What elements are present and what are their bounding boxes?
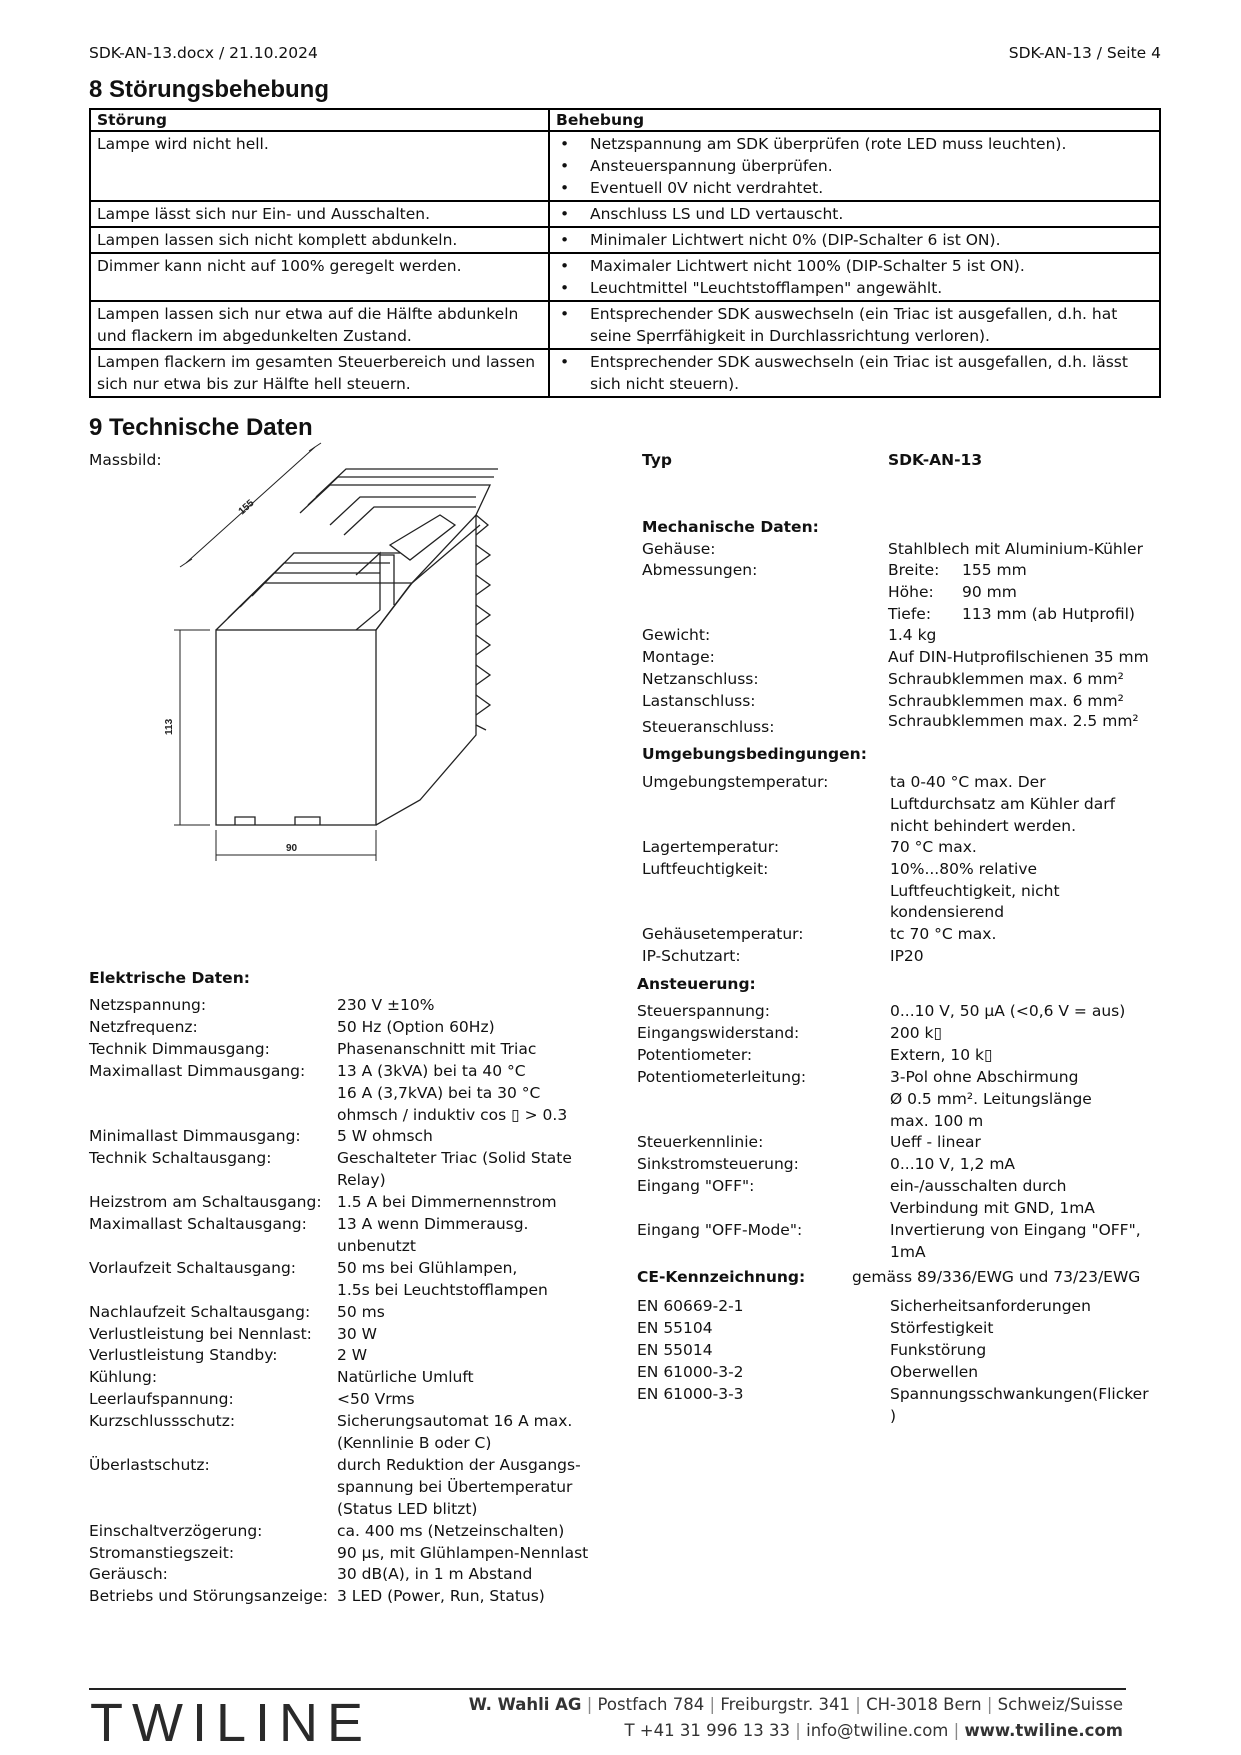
gewicht-label: Gewicht: (642, 626, 711, 644)
ansteuerung-value: Ueff - linear (890, 1133, 981, 1152)
elektrische-value: unbenutzt (337, 1236, 416, 1255)
luftfeuchtigkeit-label: Luftfeuchtigkeit: (642, 860, 769, 878)
umgebungstemperatur-line3: nicht behindert werden. (890, 817, 1076, 835)
elektrische-label: Geräusch: (89, 1565, 168, 1584)
ansteuerung-label: Eingangswiderstand: (637, 1023, 800, 1042)
rail-clip-right (295, 817, 320, 825)
header-filename: SDK-AN-13.docx / 21.10.2024 (89, 44, 318, 62)
trouble-row (90, 201, 1160, 227)
hoehe-label: Höhe: (888, 583, 934, 601)
elektrische-label: Netzfrequenz: (89, 1017, 198, 1036)
ce-standard-label: EN 55104 (637, 1318, 713, 1337)
elektrische-label: Verlustleistung Standby: (89, 1346, 278, 1365)
elektrische-value: 50 ms (337, 1302, 385, 1321)
problem-cell: Lampe wird nicht hell. (90, 131, 549, 201)
elektrische-label: Maximallast Schaltausgang: (89, 1215, 307, 1233)
elektrische-value: 50 ms bei Glühlampen, (337, 1258, 518, 1277)
problem-cell: Lampe lässt sich nur Ein- und Ausschalten. (90, 201, 549, 227)
elektrische-value: 50 Hz (Option 60Hz) (337, 1017, 495, 1036)
ansteuerung-value: 1mA (890, 1242, 926, 1261)
fix-cell (549, 227, 1160, 253)
gehaeusetemperatur-label: Gehäusetemperatur: (642, 925, 804, 943)
footer-phone: T +41 31 996 13 33 (624, 1721, 791, 1740)
elektrische-label: Vorlaufzeit Schaltausgang: (89, 1258, 297, 1277)
front-face-outline (216, 630, 376, 825)
elektrische-value: 13 A wenn Dimmerausg. (337, 1215, 529, 1233)
mech-title: Mechanische Daten: (642, 518, 819, 536)
montage-value: Auf DIN-Hutprofilschienen 35 mm (888, 648, 1149, 666)
fix-item: • Netzspannung am SDK überprüfen (rote LED muss leuchten). (556, 133, 1153, 155)
column-header-behebung: Behebung (549, 109, 1160, 131)
elektrische-value: Relay) (337, 1171, 386, 1190)
ce-last-continuation: ) (890, 1406, 897, 1425)
footer-web[interactable]: www.twiline.com (964, 1721, 1123, 1740)
dim-label-height: 113 (164, 718, 175, 735)
ansteuerung-label: Potentiometer: (637, 1045, 753, 1064)
problem-cell: Lampen flackern im gesamten Steuerbereich und lassen sich nur etwa bis zur Hälfte hell steuern. (90, 349, 549, 397)
fix-item: • Minimaler Lichtwert nicht 0% (DIP-Schalter 6 ist ON). (556, 229, 1153, 251)
hoehe-value: 90 mm (962, 583, 1017, 601)
footer-company: W. Wahli AG (468, 1695, 582, 1714)
elektrische-value: 13 A (3kVA) bei ta 40 °C (337, 1061, 526, 1080)
top-fins (216, 469, 498, 630)
elektrische-label: Verlustleistung bei Nennlast: (89, 1324, 312, 1343)
elektrische-value: <50 Vrms (337, 1390, 415, 1409)
elektrische-value: 5 W ohmsch (337, 1127, 433, 1146)
elektrische-value: 2 W (337, 1346, 368, 1365)
lastanschluss-label: Lastanschluss: (642, 692, 756, 710)
trouble-row (90, 301, 1160, 349)
luftfeuchtigkeit-line3: kondensierend (890, 903, 1005, 921)
fix-cell (549, 253, 1160, 301)
elektrische-value: 230 V ±10% (337, 996, 435, 1014)
fix-item: • Anschluss LS und LD vertauscht. (556, 203, 1153, 225)
elektrische-value: 3 LED (Power, Run, Status) (337, 1587, 545, 1606)
problem-cell: Lampen lassen sich nur etwa auf die Hälfte abdunkeln und flackern im abgedunkelten Zustand. (90, 301, 549, 349)
rail-clip-left (235, 817, 255, 825)
ansteuerung-value: ein-/ausschalten durch (890, 1177, 1067, 1196)
fix-item: • Maximaler Lichtwert nicht 100% (DIP-Schalter 5 ist ON). (556, 255, 1153, 277)
ansteuerung-value: Invertierung von Eingang "OFF", (890, 1221, 1141, 1239)
column-header-stoerung: Störung (90, 109, 549, 131)
elektrische-value: Natürliche Umluft (337, 1368, 474, 1387)
footer-city: CH-3018 Bern (866, 1695, 982, 1714)
elektrische-label: Maximallast Dimmausgang: (89, 1061, 306, 1080)
netzanschluss-value: Schraubklemmen max. 6 mm² (888, 670, 1124, 688)
footer-country: Schweiz/Suisse (997, 1695, 1123, 1714)
luftfeuchtigkeit-line2: Luftfeuchtigkeit, nicht (890, 882, 1060, 900)
umgebung-title: Umgebungsbedingungen: (642, 745, 867, 763)
typ-value: SDK-AN-13 (888, 451, 983, 469)
elektrische-value: Phasenanschnitt mit Triac (337, 1039, 537, 1058)
ce-standard-value: Spannungsschwankungen(Flicker (890, 1384, 1149, 1403)
elektrische-value: ohmsch / induktiv cos ▯ > 0.3 (337, 1105, 568, 1124)
elektrische-label: Technik Dimmausgang: (89, 1039, 270, 1058)
abmessungen-label: Abmessungen: (642, 561, 758, 579)
footer-postfach: Postfach 784 (597, 1695, 705, 1714)
heatsink-fins (376, 515, 490, 825)
elektrische-label: Kurzschlussschutz: (89, 1412, 236, 1431)
elektrische-label: Leerlaufspannung: (89, 1390, 234, 1409)
umgebungstemperatur-line1: ta 0-40 °C max. Der (890, 773, 1046, 791)
elektrische-label: Überlastschutz: (89, 1455, 210, 1474)
ce-standard-label: EN 61000-3-3 (637, 1384, 744, 1403)
ansteuerung-value: 0...10 V, 1,2 mA (890, 1155, 1016, 1174)
ce-standard-value: Störfestigkeit (890, 1318, 994, 1337)
footer-address-line: W. Wahli AG | Postfach 784 | Freiburgstr. 341 | CH-3018 Bern | Schweiz/Suisse (468, 1695, 1123, 1714)
fix-item: • Entsprechender SDK auswechseln (ein Triac ist ausgefallen, d.h. hat seine Sperrfähigkeit in Durchlassrichtung verloren). (556, 303, 1153, 347)
trouble-row (90, 349, 1160, 397)
ansteuerung-value: Verbindung mit GND, 1mA (890, 1199, 1095, 1218)
troubleshooting-table (89, 108, 1161, 398)
lagertemperatur-label: Lagertemperatur: (642, 838, 780, 856)
problem-cell: Lampen lassen sich nicht komplett abdunkeln. (90, 227, 549, 253)
elektrische-value: 1.5 A bei Dimmernennstrom (337, 1193, 557, 1212)
fix-cell (549, 131, 1160, 201)
steueranschluss-label: Steueranschluss: (642, 718, 775, 736)
gehaeuse-value: Stahlblech mit Aluminium-Kühler (888, 540, 1143, 558)
ce-standard-value: Sicherheitsanforderungen (890, 1297, 1091, 1315)
tiefe-label: Tiefe: (888, 605, 932, 623)
lastanschluss-value: Schraubklemmen max. 6 mm² (888, 692, 1124, 710)
ansteuerung-value: 200 k▯ (890, 1023, 943, 1042)
ansteuerung-label: Potentiometerleitung: (637, 1067, 807, 1086)
ansteuerung-value: 0...10 V, 50 µA (<0,6 V = aus) (890, 1002, 1126, 1020)
ip-schutzart-value: IP20 (890, 947, 924, 965)
elektrische-value: 1.5s bei Leuchtstofflampen (337, 1280, 548, 1299)
lagertemperatur-value: 70 °C max. (890, 838, 977, 856)
steueranschluss-value: Schraubklemmen max. 2.5 mm² (888, 712, 1139, 730)
fix-item: • Entsprechender SDK auswechseln (ein Triac ist ausgefallen, d.h. lässt sich nicht steuern). (556, 351, 1153, 395)
fix-item: • Leuchtmittel "Leuchtstofflampen" angewählt. (556, 277, 1153, 299)
elektrische-label: Betriebs und Störungsanzeige: (89, 1587, 328, 1606)
section-8-title: 8 Störungsbehebung (89, 76, 329, 103)
elektrische-label: Einschaltverzögerung: (89, 1521, 263, 1540)
ansteuerung-label: Steuerspannung: (637, 1002, 770, 1020)
dim-label-width: 90 (286, 843, 298, 854)
elektrische-label: Stromanstiegszeit: (89, 1543, 235, 1562)
netzanschluss-label: Netzanschluss: (642, 670, 759, 688)
elektrische-value: durch Reduktion der Ausgangs- (337, 1455, 581, 1474)
footer-contact-line: T +41 31 996 13 33 | info@twiline.com | www.twiline.com (624, 1721, 1123, 1740)
trouble-row (90, 253, 1160, 301)
elektrische-value: Geschalteter Triac (Solid State (337, 1149, 572, 1168)
fix-cell (549, 349, 1160, 397)
trouble-row (90, 227, 1160, 253)
elektrische-label: Technik Schaltausgang: (89, 1149, 272, 1168)
footer-rule (89, 1688, 1126, 1690)
ansteuerung-title: Ansteuerung: (637, 975, 756, 993)
umgebungstemperatur-label: Umgebungstemperatur: (642, 773, 829, 791)
dimension-drawing (164, 455, 570, 875)
ansteuerung-value: max. 100 m (890, 1111, 984, 1130)
fix-item: • Ansteuerspannung überprüfen. (556, 155, 1153, 177)
ansteuerung-label: Steuerkennlinie: (637, 1133, 764, 1152)
ansteuerung-label: Sinkstromsteuerung: (637, 1155, 799, 1174)
elektrische-label: Netzspannung: (89, 996, 207, 1014)
ce-standard-value: Oberwellen (890, 1362, 979, 1381)
elektrische-value: 90 µs, mit Glühlampen-Nennlast (337, 1543, 589, 1562)
umgebungstemperatur-line2: Luftdurchsatz am Kühler darf (890, 795, 1116, 813)
breite-label: Breite: (888, 561, 940, 579)
elektrische-value: spannung bei Übertemperatur (337, 1477, 573, 1496)
ansteuerung-label: Eingang "OFF": (637, 1177, 755, 1196)
gehaeusetemperatur-value: tc 70 °C max. (890, 925, 997, 943)
elektrische-value: Sicherungsautomat 16 A max. (337, 1412, 573, 1431)
section-9-title: 9 Technische Daten (89, 414, 313, 441)
typ-label: Typ (642, 451, 672, 469)
ip-schutzart-label: IP-Schutzart: (642, 947, 741, 965)
ce-title: CE-Kennzeichnung: (637, 1268, 806, 1286)
elektrische-label: Nachlaufzeit Schaltausgang: (89, 1302, 311, 1321)
dim-label-length: 155 (236, 497, 257, 518)
ansteuerung-value: Ø 0.5 mm². Leitungslänge (890, 1089, 1092, 1108)
elektrische-value: 30 dB(A), in 1 m Abstand (337, 1565, 533, 1584)
ce-standard-value: Funkstörung (890, 1340, 987, 1359)
elektrische-value: ca. 400 ms (Netzeinschalten) (337, 1521, 565, 1540)
luftfeuchtigkeit-line1: 10%...80% relative (890, 860, 1038, 878)
ansteuerung-value: Extern, 10 k▯ (890, 1045, 993, 1064)
elektrische-value: 16 A (3,7kVA) bei ta 30 °C (337, 1083, 541, 1102)
elektrische-value: (Kennlinie B oder C) (337, 1434, 492, 1452)
elektrische-value: 30 W (337, 1324, 377, 1343)
ansteuerung-value: 3-Pol ohne Abschirmung (890, 1067, 1079, 1086)
tiefe-value: 113 mm (ab Hutprofil) (962, 605, 1135, 623)
ce-standard-label: EN 61000-3-2 (637, 1362, 744, 1381)
ce-value: gemäss 89/336/EWG und 73/23/EWG (852, 1268, 1141, 1286)
fix-item: • Eventuell 0V nicht verdrahtet. (556, 177, 1153, 199)
footer-street: Freiburgstr. 341 (720, 1695, 850, 1714)
twiline-logo: TWILINE (90, 1693, 373, 1753)
elektrische-label: Kühlung: (89, 1368, 158, 1387)
gewicht-value: 1.4 kg (888, 626, 937, 644)
elektrische-title: Elektrische Daten: (89, 969, 250, 987)
elektrische-label: Minimallast Dimmausgang: (89, 1127, 301, 1146)
ce-standard-label: EN 60669-2-1 (637, 1297, 744, 1315)
problem-cell: Dimmer kann nicht auf 100% geregelt werden. (90, 253, 549, 301)
massbild-label: Massbild: (89, 451, 162, 469)
fix-cell (549, 301, 1160, 349)
elektrische-value: (Status LED blitzt) (337, 1499, 478, 1518)
breite-value: 155 mm (962, 561, 1027, 579)
gehaeuse-label: Gehäuse: (642, 540, 716, 558)
footer-email[interactable]: info@twiline.com (806, 1721, 949, 1740)
ansteuerung-label: Eingang "OFF-Mode": (637, 1221, 803, 1239)
montage-label: Montage: (642, 648, 715, 666)
trouble-row (90, 131, 1160, 201)
fix-cell (549, 201, 1160, 227)
elektrische-label: Heizstrom am Schaltausgang: (89, 1193, 322, 1212)
ce-standard-label: EN 55014 (637, 1340, 713, 1359)
header-page: SDK-AN-13 / Seite 4 (1008, 44, 1161, 62)
